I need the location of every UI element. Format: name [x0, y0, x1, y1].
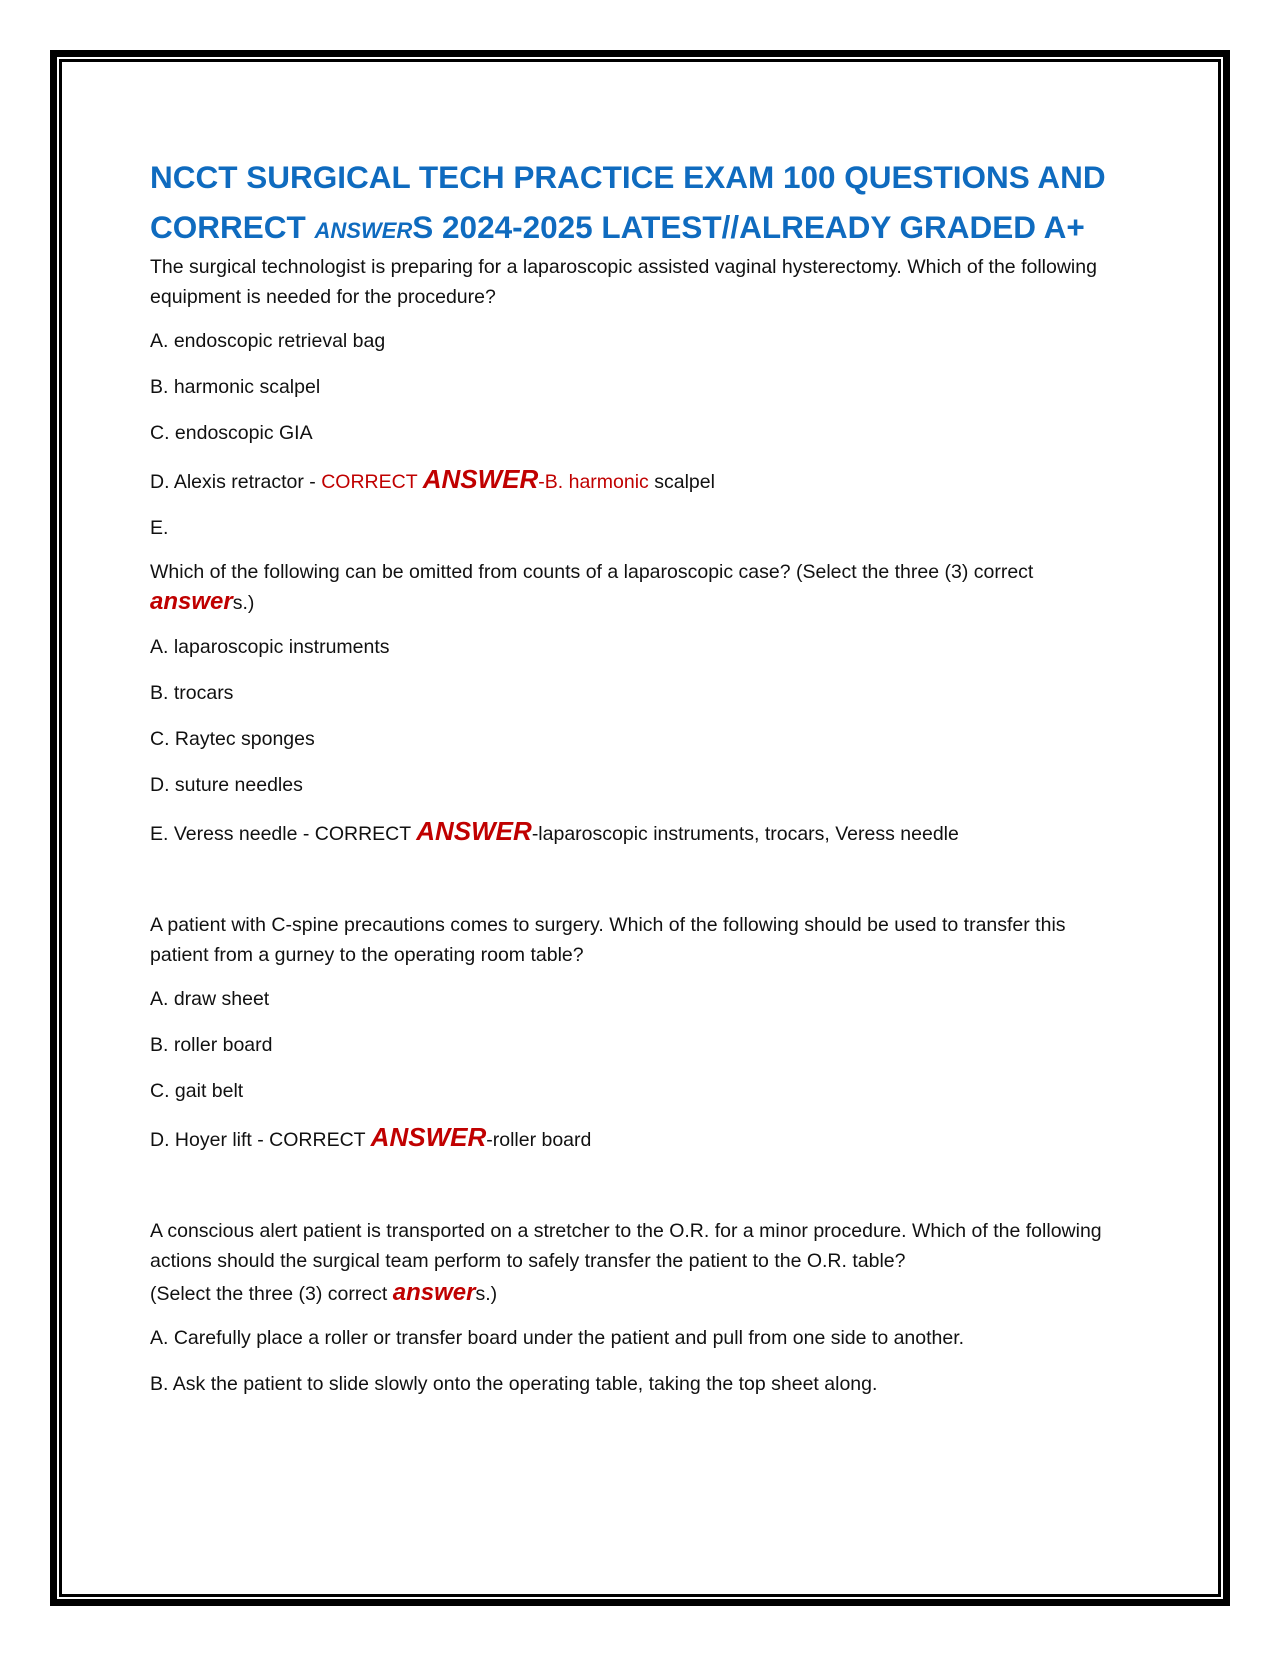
document-title [150, 152, 1125, 256]
document-body [150, 152, 1125, 1398]
question-3-text: A patient with C-spine precautions comes to surgery. Which of the following should be used to transfer this patient from a gurney to the operating room table? [150, 914, 1066, 966]
q1-option-b: B. harmonic scalpel [150, 376, 321, 398]
title-answer-word: ANSWER [314, 218, 413, 243]
q1-option-c: C. endoscopic GIA [150, 422, 313, 444]
q4-answer-word: answer [392, 1279, 476, 1306]
q1-correct-label: CORRECT [321, 471, 423, 493]
q1-answer-rest: scalpel [648, 471, 715, 493]
q1-option-e: E. [150, 517, 169, 539]
question-4-select-end: s.) [475, 1283, 498, 1305]
q3-option-a: A. draw sheet [150, 988, 270, 1010]
question-2-text [150, 557, 1125, 618]
q2-answer-label: ANSWER [416, 816, 532, 846]
q2-option-e [150, 817, 1125, 848]
q2-option-c: C. Raytec sponges [150, 728, 315, 750]
q3-answer-text: -roller board [486, 1129, 592, 1151]
q3-answer-label: ANSWER [370, 1122, 487, 1152]
q2-answer-word: answer [150, 588, 233, 615]
q2-option-d: D. suture needles [150, 774, 303, 796]
question-4-select-start: (Select the three (3) correct [150, 1283, 393, 1305]
q4-option-b: B. Ask the patient to slide slowly onto the operating table, taking the top sheet along. [150, 1373, 878, 1395]
q1-option-d-text: D. Alexis retractor - [150, 471, 322, 493]
q2-option-e-text: E. Veress needle - CORRECT [150, 823, 417, 845]
q2-answer-text: -laparoscopic instruments, trocars, Veress needle [531, 823, 959, 845]
question-2-text-end: s.) [232, 592, 255, 614]
q1-option-d [150, 465, 1125, 496]
title-line-1: NCCT SURGICAL TECH PRACTICE EXAM 100 QUESTIONS AND [150, 159, 1106, 195]
q3-option-d [150, 1123, 1125, 1154]
q1-option-a: A. endoscopic retrieval bag [150, 330, 386, 352]
q3-option-c: C. gait belt [150, 1080, 244, 1102]
q3-option-d-text: D. Hoyer lift - CORRECT [150, 1129, 371, 1151]
q3-option-b: B. roller board [150, 1034, 273, 1056]
question-4-text: A conscious alert patient is transported on a stretcher to the O.R. for a minor procedure. Which of the following actions should the surgical team perform to safely transfer the patient to the O.R. table? [150, 1220, 1102, 1272]
question-1-text: The surgical technologist is preparing for a laparoscopic assisted vaginal hysterectomy. Which of the following equipment is needed for the procedure? [150, 256, 1097, 308]
q1-answer-red: -B. harmonic [538, 471, 649, 493]
q4-option-a: A. Carefully place a roller or transfer board under the patient and pull from one side to another. [150, 1327, 965, 1349]
q1-answer-word: ANSWER [422, 464, 539, 494]
title-line-2-end: S 2024-2025 LATEST//ALREADY GRADED A+ [412, 209, 1085, 245]
title-line-2-start: CORRECT [150, 209, 315, 245]
question-4-select [150, 1278, 1125, 1309]
q2-option-a: A. laparoscopic instruments [150, 636, 390, 658]
question-2-text-main: Which of the following can be omitted from counts of a laparoscopic case? (Select the three (3) correct [150, 561, 1034, 583]
q2-option-b: B. trocars [150, 682, 234, 704]
